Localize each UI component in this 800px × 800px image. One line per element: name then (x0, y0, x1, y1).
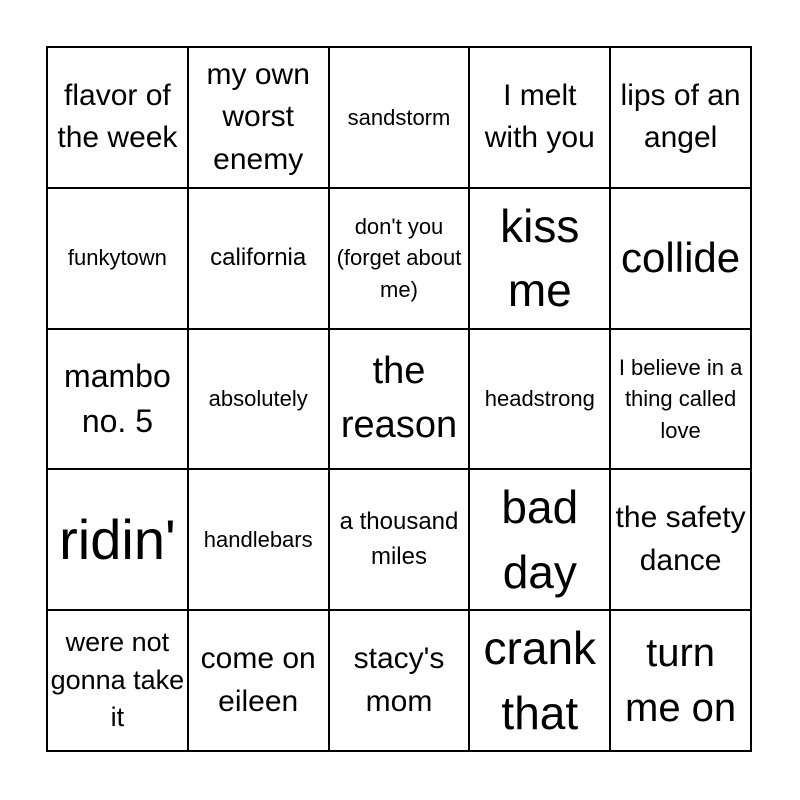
cell-label: were not gonna take it (50, 626, 185, 733)
bingo-cell-r1-c1[interactable] (47, 47, 188, 188)
cell-label: my own worst enemy (206, 57, 310, 176)
bingo-cell-r5-c2[interactable] (188, 610, 329, 751)
bingo-cell-r5-c4[interactable] (469, 610, 610, 751)
bingo-cell-r1-c5[interactable] (610, 47, 751, 188)
cell-label: collide (621, 234, 741, 282)
cell-label: come on eileen (200, 642, 316, 718)
cell-label: handlebars (203, 527, 313, 553)
bingo-cell-r1-c3[interactable] (329, 47, 470, 188)
bingo-cell-r3-c3[interactable] (329, 329, 470, 470)
cell-label: lips of an angel (620, 78, 741, 155)
bingo-cell-r2-c2[interactable] (188, 188, 329, 329)
cell-label: ridin' (59, 508, 176, 572)
cell-label: california (210, 243, 307, 271)
bingo-cell-r1-c2[interactable] (188, 47, 329, 188)
bingo-cell-r1-c4[interactable] (469, 47, 610, 188)
bingo-card (46, 46, 752, 752)
bingo-cell-r5-c1[interactable] (47, 610, 188, 751)
bingo-cell-r4-c3[interactable] (329, 469, 470, 610)
cell-label: headstrong (484, 386, 595, 412)
cell-label: crank that (483, 622, 597, 739)
bingo-cell-r4-c5[interactable] (610, 469, 751, 610)
cell-label: absolutely (208, 386, 308, 412)
bingo-cell-r3-c5[interactable] (610, 329, 751, 470)
bingo-cell-r5-c5[interactable] (610, 610, 751, 751)
cell-label: the reason (340, 350, 458, 446)
cell-label: kiss me (500, 199, 580, 317)
cell-label: turn me on (625, 631, 737, 730)
cell-label: I believe in a thing called love (618, 354, 743, 443)
cell-label: bad day (501, 481, 579, 598)
bingo-cell-r4-c2[interactable] (188, 469, 329, 610)
bingo-cell-r5-c3[interactable] (329, 610, 470, 751)
cell-label: funkytown (67, 245, 167, 271)
cell-label: the safety dance (615, 501, 746, 577)
bingo-cell-r4-c4[interactable] (469, 469, 610, 610)
cell-label: don't you (forget about me) (336, 214, 462, 302)
bingo-cell-r4-c1[interactable] (47, 469, 188, 610)
bingo-cell-r2-c5[interactable] (610, 188, 751, 329)
cell-label: sandstorm (347, 104, 451, 130)
bingo-cell-r2-c4[interactable] (469, 188, 610, 329)
bingo-cell-r3-c1[interactable] (47, 329, 188, 470)
cell-label: a thousand miles (339, 507, 459, 570)
cell-label: stacy's mom (353, 642, 445, 718)
cell-label: flavor of the week (57, 78, 178, 155)
cell-label: I melt with you (484, 78, 595, 155)
bingo-cell-r3-c2[interactable] (188, 329, 329, 470)
bingo-cell-r3-c4[interactable] (469, 329, 610, 470)
bingo-cell-r2-c1[interactable] (47, 188, 188, 329)
cell-label: mambo no. 5 (64, 358, 171, 439)
bingo-cell-r2-c3[interactable] (329, 188, 470, 329)
